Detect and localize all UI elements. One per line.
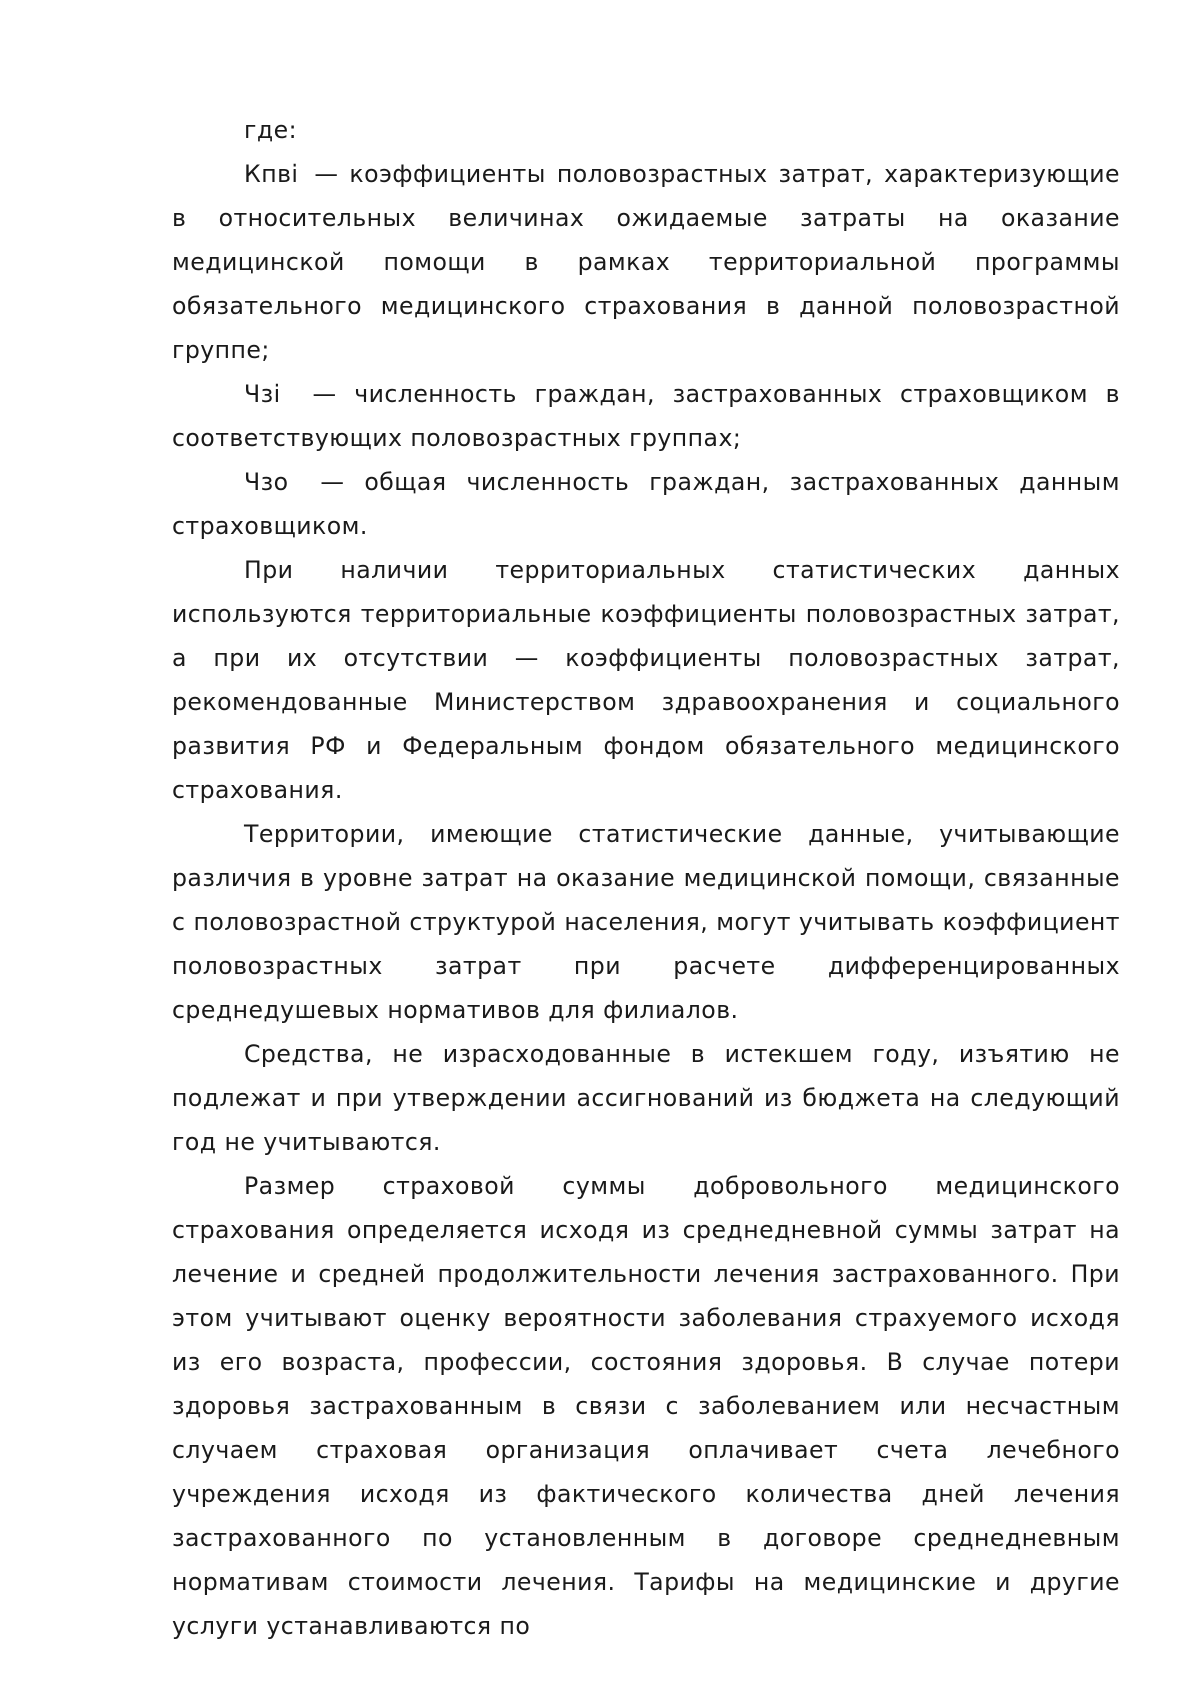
- lead-text: где:: [244, 116, 297, 144]
- definition-text: — общая численность граждан, застрахованных данным страховщиком.: [172, 468, 1120, 540]
- definition-term: Чзо: [244, 468, 289, 496]
- definition-chzi: [172, 372, 1120, 460]
- definition-text: — численность граждан, застрахованных страховщиком в соответствующих половозрастных группах;: [172, 380, 1120, 452]
- paragraph-funds: Средства, не израсходованные в истекшем году, изъятию не подлежат и при утверждении ассигнований из бюджета на следующий год не учитываются.: [172, 1040, 1120, 1156]
- definition-kpvi: [172, 152, 1120, 372]
- definition-text: — коэффициенты половозрастных затрат, характеризующие в относительных величинах ожидаемые затраты на оказание медицинской помощи в рамках территориальной программы обязательного медицинского страхования в данной половозрастной группе;: [172, 160, 1120, 364]
- paragraph-territories: Территории, имеющие статистические данные, учитывающие различия в уровне затрат на оказание медицинской помощи, связанные с половозрастной структурой населения, могут учитывать коэффициент половозрастных затрат при расчете дифференцированных среднедушевых нормативов для филиалов.: [172, 820, 1120, 1024]
- paragraph-statistics: При наличии территориальных статистических данных используются территориальные коэффициенты половозрастных затрат, а при их отсутствии — коэффициенты половозрастных затрат, рекомендованные Министерством здравоохранения и социального развития РФ и Федеральным фондом обязательного медицинского страхования.: [172, 556, 1120, 804]
- definition-gap: [281, 372, 313, 416]
- paragraph-insurance-sum: Размер страховой суммы добровольного медицинского страхования определяется исходя из среднедневной суммы затрат на лечение и средней продолжительности лечения застрахованного. При этом учитывают оценку вероятности заболевания страхуемого исходя из его возраста, профессии, состояния здоровья. В случае потери здоровья застрахованным в связи с заболеванием или несчастным случаем страховая организация оплачивает счета лечебного учреждения исходя из фактического количества дней лечения застрахованного по установленным в договоре среднедневным нормативам стоимости лечения. Тарифы на медицинские и другие услуги устанавливаются по: [172, 1172, 1120, 1640]
- definition-chzo: [172, 460, 1120, 548]
- definition-gap: [298, 152, 314, 196]
- document-page: [172, 108, 1120, 1648]
- definition-gap: [289, 460, 321, 504]
- definition-term: Кпві: [244, 160, 299, 188]
- definition-term: Чзі: [244, 380, 281, 408]
